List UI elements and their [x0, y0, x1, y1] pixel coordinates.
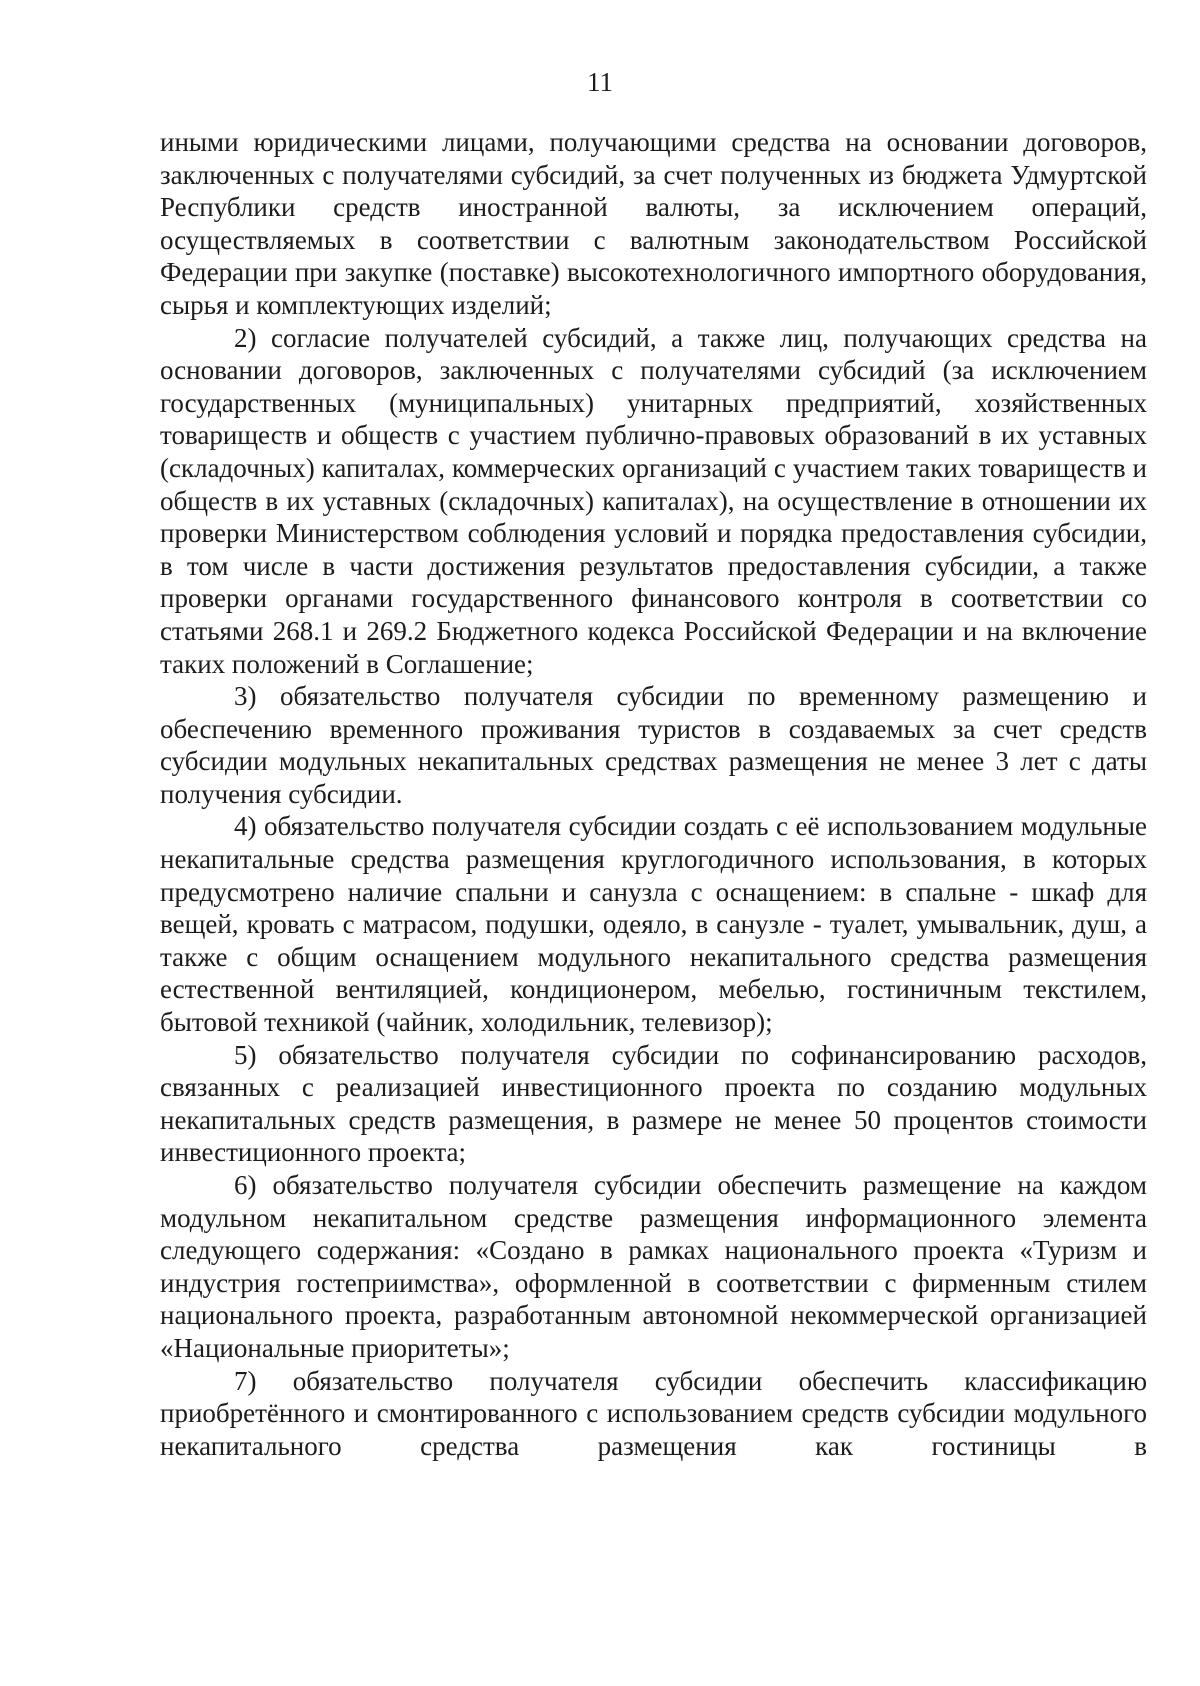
paragraph-item-2: 2) согласие получателей субсидий, а также лиц, получающих средства на основании договоров, заключенных с получателями субсидий (за исключением государственных (муниципальных) унитарных предприятий, хозяйственных товариществ и обществ с участием публично-правовых образований в их уставных (складочных) капиталах, коммерческих организаций с участием таких товариществ и обществ в их уставных (складочных) капиталах), на осуществление в отношении их проверки Министерством соблюдения условий и порядка предоставления субсидии, в том числе в части достижения результатов предоставления субсидии, а также проверки органами государственного финансового контроля в соответствии со статьями 268.1 и 269.2 Бюджетного кодекса Российской Федерации и на включение таких положений в Соглашение;: [160, 322, 1147, 679]
page-number: 11: [587, 67, 613, 97]
paragraph-item-5: 5) обязательство получателя субсидии по софинансированию расходов, связанных с реализацией инвестиционного проекта по созданию модульных некапитальных средств размещения, в размере не менее 50 процентов стоимости инвестиционного проекта;: [160, 1039, 1147, 1168]
paragraph-item-4: 4) обязательство получателя субсидии создать с её использованием модульные некапитальные средства размещения круглогодичного использования, в которых предусмотрено наличие спальни и санузла с оснащением: в спальне - шкаф для вещей, кровать с матрасом, подушки, одеяло, в санузле - туалет, умывальник, душ, а также с общим оснащением модульного некапитального средства размещения естественной вентиляцией, кондиционером, мебелью, гостиничным текстилем, бытовой техникой (чайник, холодильник, телевизор);: [160, 811, 1147, 1038]
document-body: [160, 126, 1147, 1462]
paragraph-item-3: 3) обязательство получателя субсидии по временному размещению и обеспечению временного проживания туристов в создаваемых за счет средств субсидии модульных некапитальных средствах размещения не менее 3 лет с даты получения субсидии.: [160, 681, 1147, 809]
paragraph-item-7: 7) обязательство получателя субсидии обеспечить классификацию приобретённого и смонтированного с использованием средств субсидии модульного некапитального средства размещения как гостиницы в: [160, 1365, 1147, 1461]
paragraph-continuation: иными юридическими лицами, получающими средства на основании договоров, заключенных с получателями субсидий, за счет полученных из бюджета Удмуртской Республики средств иностранной валюты, за исключением операций, осуществляемых в соответствии с валютным законодательством Российской Федерации при закупке (поставке) высокотехнологичного импортного оборудования, сырья и комплектующих изделий;: [160, 127, 1147, 320]
paragraph-item-6: 6) обязательство получателя субсидии обеспечить размещение на каждом модульном некапитальном средстве размещения информационного элемента следующего содержания: «Создано в рамках национального проекта «Туризм и индустрия гостеприимства», оформленной в соответствии с фирменным стилем национального проекта, разработанным автономной некоммерческой организацией «Национальные приоритеты»;: [160, 1170, 1147, 1363]
